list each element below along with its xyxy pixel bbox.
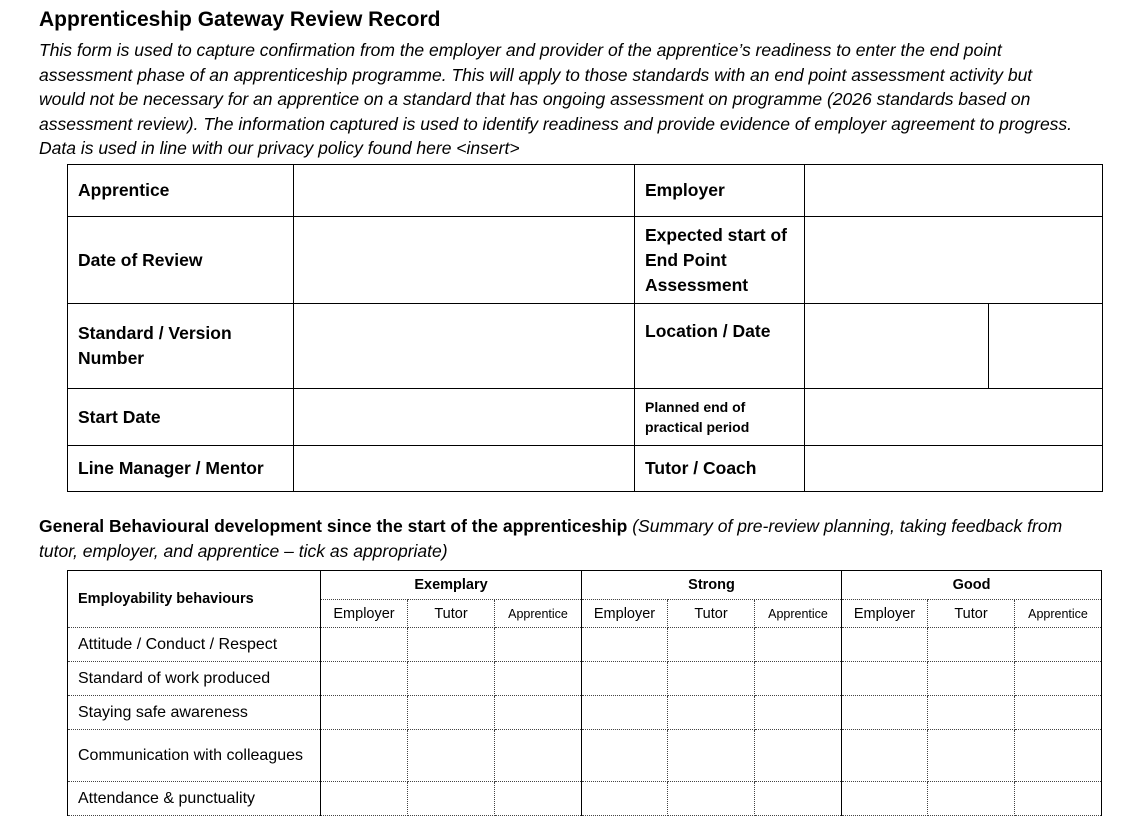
tick-cell[interactable] xyxy=(582,696,668,730)
tick-cell[interactable] xyxy=(668,662,755,696)
tick-cell[interactable] xyxy=(668,628,755,662)
behaviours-header: Employability behaviours xyxy=(68,571,321,628)
tick-cell[interactable] xyxy=(928,662,1015,696)
standard-version-label: Standard / Version Number xyxy=(68,304,294,389)
tick-cell[interactable] xyxy=(1015,782,1102,816)
behaviours-table xyxy=(67,570,1102,816)
apprentice-info-table xyxy=(67,164,1103,492)
tick-cell[interactable] xyxy=(408,662,495,696)
tick-cell[interactable] xyxy=(928,782,1015,816)
apprentice-label: Apprentice xyxy=(68,165,294,217)
group-strong: Strong xyxy=(582,571,842,600)
tick-cell[interactable] xyxy=(495,662,582,696)
behaviour-section-heading xyxy=(39,514,1079,564)
tick-cell[interactable] xyxy=(842,730,928,782)
tick-cell[interactable] xyxy=(842,782,928,816)
tick-cell[interactable] xyxy=(408,782,495,816)
tick-cell[interactable] xyxy=(495,696,582,730)
location-date-label: Location / Date xyxy=(635,304,805,389)
behaviour-label: Attitude / Conduct / Respect xyxy=(68,628,321,662)
tick-cell[interactable] xyxy=(321,662,408,696)
tick-cell[interactable] xyxy=(928,730,1015,782)
line-manager-label: Line Manager / Mentor xyxy=(68,446,294,492)
tick-cell[interactable] xyxy=(495,628,582,662)
date-of-review-label: Date of Review xyxy=(68,217,294,304)
tick-cell[interactable] xyxy=(408,628,495,662)
tick-cell[interactable] xyxy=(755,696,842,730)
group-exemplary: Exemplary xyxy=(321,571,582,600)
start-date-label: Start Date xyxy=(68,389,294,446)
standard-version-field[interactable] xyxy=(294,304,635,389)
tick-cell[interactable] xyxy=(842,662,928,696)
date-of-review-field[interactable] xyxy=(294,217,635,304)
tick-cell[interactable] xyxy=(755,628,842,662)
table-row xyxy=(68,782,1102,816)
subcol-tutor: Tutor xyxy=(668,600,755,628)
tick-cell[interactable] xyxy=(408,696,495,730)
subcol-employer: Employer xyxy=(321,600,408,628)
subcol-apprentice: Apprentice xyxy=(495,600,582,628)
behaviour-label: Staying safe awareness xyxy=(68,696,321,730)
tick-cell[interactable] xyxy=(321,628,408,662)
tick-cell[interactable] xyxy=(668,696,755,730)
apprentice-field[interactable] xyxy=(294,165,635,217)
subcol-employer: Employer xyxy=(582,600,668,628)
tick-cell[interactable] xyxy=(1015,628,1102,662)
tick-cell[interactable] xyxy=(668,730,755,782)
tick-cell[interactable] xyxy=(755,782,842,816)
tick-cell[interactable] xyxy=(1015,662,1102,696)
tick-cell[interactable] xyxy=(582,782,668,816)
group-good: Good xyxy=(842,571,1102,600)
table-row xyxy=(68,628,1102,662)
behaviour-label: Standard of work produced xyxy=(68,662,321,696)
tick-cell[interactable] xyxy=(321,782,408,816)
section-heading: General Behavioural development since the start of the apprenticeship xyxy=(39,516,628,536)
subcol-apprentice: Apprentice xyxy=(755,600,842,628)
tick-cell[interactable] xyxy=(582,730,668,782)
tick-cell[interactable] xyxy=(842,696,928,730)
tick-cell[interactable] xyxy=(1015,696,1102,730)
planned-end-field[interactable] xyxy=(805,389,1103,446)
tick-cell[interactable] xyxy=(321,730,408,782)
start-date-field[interactable] xyxy=(294,389,635,446)
subcol-employer: Employer xyxy=(842,600,928,628)
tick-cell[interactable] xyxy=(582,662,668,696)
tick-cell[interactable] xyxy=(1015,730,1102,782)
date-field[interactable] xyxy=(989,304,1103,389)
table-row xyxy=(68,730,1102,782)
employer-field[interactable] xyxy=(805,165,1103,217)
tutor-coach-field[interactable] xyxy=(805,446,1103,492)
tick-cell[interactable] xyxy=(842,628,928,662)
subcol-tutor: Tutor xyxy=(928,600,1015,628)
intro-paragraph: This form is used to capture confirmation from the employer and provider of the apprentice’s readiness to enter the end point assessment phase of an apprenticeship programme. This will apply to those standards with an end point assessment activity but would not be necessary for an apprentice on a standard that has ongoing assessment on programme (2026 standards based on assessment review). The information captured is used to identify readiness and provide evidence of employer agreement to progress. Data is used in line with our privacy policy found here <insert> xyxy=(39,40,1073,159)
behaviour-label: Attendance & punctuality xyxy=(68,782,321,816)
tick-cell[interactable] xyxy=(582,628,668,662)
tick-cell[interactable] xyxy=(321,696,408,730)
expected-start-epa-field[interactable] xyxy=(805,217,1103,304)
table-row xyxy=(68,662,1102,696)
document-title: Apprenticeship Gateway Review Record xyxy=(39,8,441,31)
tick-cell[interactable] xyxy=(495,782,582,816)
behaviour-label: Communication with colleagues xyxy=(68,730,321,782)
tick-cell[interactable] xyxy=(495,730,582,782)
section-note: (Summary of pre-review planning, taking feedback from tutor, employer, and apprentice – tick as appropriate) xyxy=(39,516,1063,561)
tick-cell[interactable] xyxy=(928,628,1015,662)
tick-cell[interactable] xyxy=(408,730,495,782)
tick-cell[interactable] xyxy=(755,730,842,782)
expected-start-epa-label: Expected start of End Point Assessment xyxy=(635,217,805,304)
tick-cell[interactable] xyxy=(755,662,842,696)
subcol-tutor: Tutor xyxy=(408,600,495,628)
tick-cell[interactable] xyxy=(928,696,1015,730)
planned-end-label: Planned end of practical period xyxy=(635,389,805,446)
table-row xyxy=(68,696,1102,730)
subcol-apprentice: Apprentice xyxy=(1015,600,1102,628)
location-field[interactable] xyxy=(805,304,989,389)
line-manager-field[interactable] xyxy=(294,446,635,492)
tick-cell[interactable] xyxy=(668,782,755,816)
employer-label: Employer xyxy=(635,165,805,217)
tutor-coach-label: Tutor / Coach xyxy=(635,446,805,492)
